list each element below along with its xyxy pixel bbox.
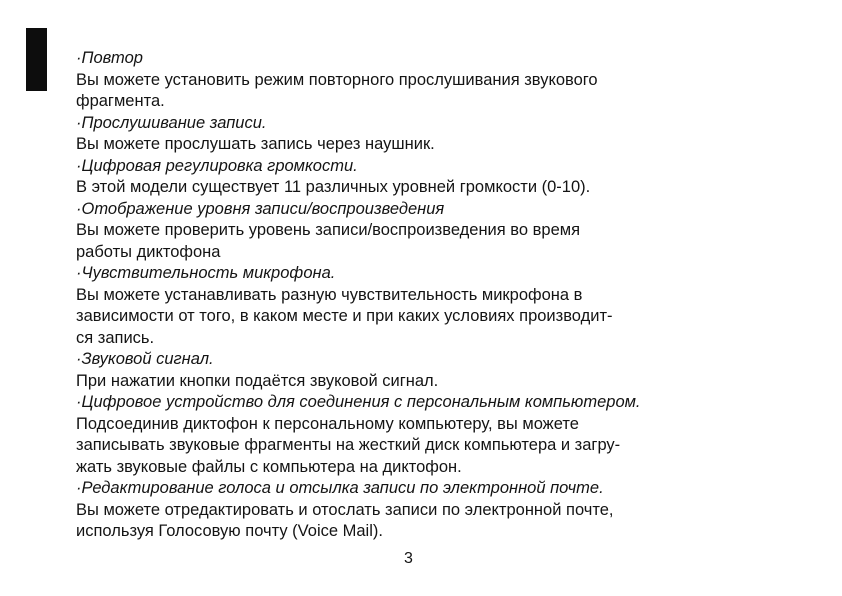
feature-level-display xyxy=(76,199,796,264)
text-line: работы диктофона xyxy=(76,242,221,261)
feature-heading: ·Цифровое устройство для соединения с персональным компьютером. xyxy=(76,393,641,411)
text-line: жать звуковые файлы с компьютера на диктофон. xyxy=(76,457,462,476)
text-line: При нажатии кнопки подаётся звуковой сигнал. xyxy=(76,371,439,390)
text-line: зависимости от того, в каком месте и при каких условиях производит- xyxy=(76,307,613,325)
feature-playback xyxy=(76,113,796,156)
page-number: 3 xyxy=(404,550,413,567)
feature-heading: ·Цифровая регулировка громкости. xyxy=(76,156,358,175)
text-line: записывать звуковые фрагменты на жесткий диск компьютера и загру- xyxy=(76,436,621,454)
feature-heading: ·Прослушивание записи. xyxy=(76,113,267,132)
feature-description xyxy=(76,371,796,393)
feature-description xyxy=(76,220,796,263)
feature-heading: ·Отображение уровня записи/воспроизведения xyxy=(76,199,445,218)
feature-heading: ·Звуковой сигнал. xyxy=(76,350,214,368)
feature-heading: ·Чувствительность микрофона. xyxy=(76,264,336,282)
text-line: используя Голосовую почту (Voice Mail). xyxy=(76,522,383,540)
feature-voice-mail xyxy=(76,478,796,543)
feature-description xyxy=(76,500,796,543)
text-line: ся запись. xyxy=(76,328,155,347)
feature-heading: ·Редактирование голоса и отсылка записи по электронной почте. xyxy=(76,479,604,497)
feature-list xyxy=(76,48,796,543)
feature-repeat xyxy=(76,48,796,113)
feature-pc-connection xyxy=(76,392,796,478)
section-tab-marker xyxy=(26,28,47,91)
feature-description xyxy=(76,177,796,199)
text-line: Вы можете прослушать запись через наушник. xyxy=(76,135,435,153)
text-line: Подсоединив диктофон к персональному компьютеру, вы можете xyxy=(76,414,579,433)
feature-volume xyxy=(76,156,796,199)
feature-description xyxy=(76,285,796,350)
feature-mic-sensitivity xyxy=(76,263,796,349)
feature-heading: ·Повтор xyxy=(76,49,143,67)
text-line: фрагмента. xyxy=(76,92,165,110)
text-line: В этой модели существует 11 различных уровней громкости (0-10). xyxy=(76,178,591,196)
feature-description xyxy=(76,70,796,113)
text-line: Вы можете проверить уровень записи/воспроизведения во время xyxy=(76,221,581,239)
feature-description xyxy=(76,134,796,156)
text-line: Вы можете отредактировать и отослать записи по электронной почте, xyxy=(76,500,614,519)
feature-description xyxy=(76,414,796,479)
feature-beep xyxy=(76,349,796,392)
text-line: Вы можете устанавливать разную чувствительность микрофона в xyxy=(76,285,583,304)
text-line: Вы можете установить режим повторного прослушивания звукового xyxy=(76,70,598,89)
